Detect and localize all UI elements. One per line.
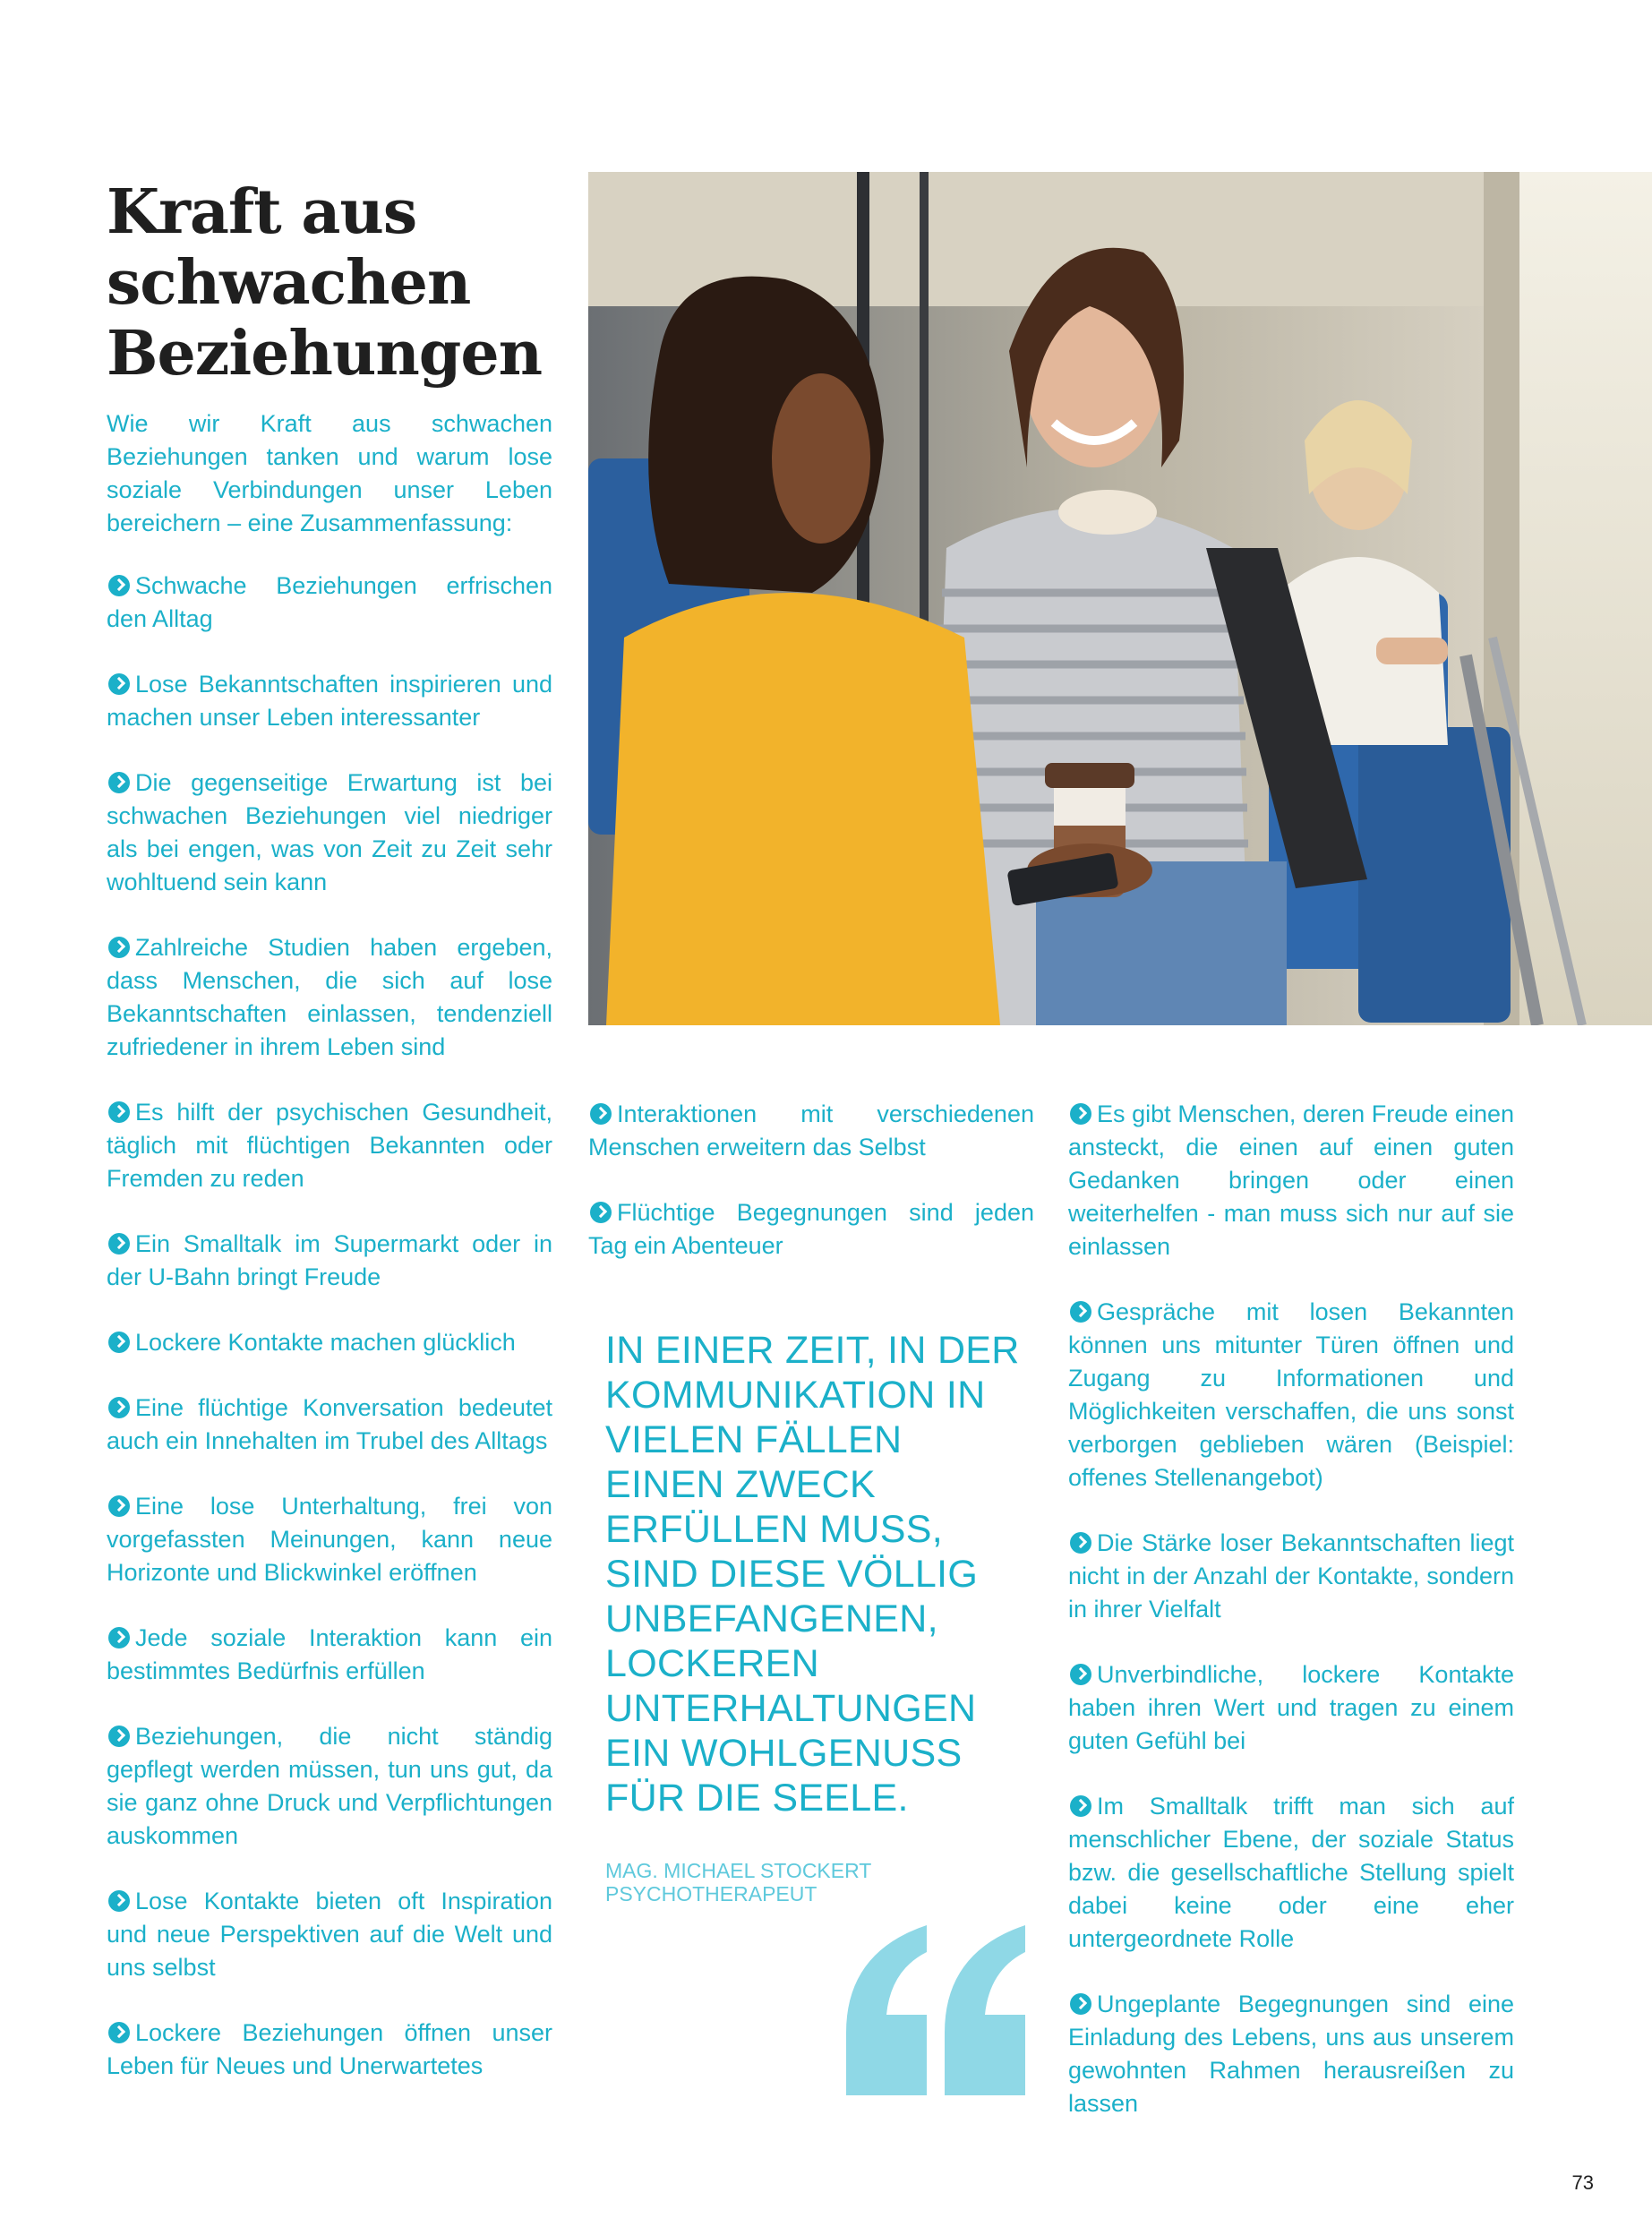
right-column (1068, 1098, 1514, 2153)
quotation-mark-icon (837, 1916, 1034, 2095)
chevron-right-icon (1070, 1301, 1091, 1323)
list-item: Schwache Beziehungen erfrischen den Alltag (107, 572, 552, 632)
list-item: Beziehungen, die nicht ständig gepflegt werden müssen, tun uns gut, da sie ganz ohne Druck und Verpflichtungen auskommen (107, 1723, 552, 1849)
list-item: Ungeplante Begegnungen sind eine Einladung des Lebens, uns aus unserem gewohnten Rahmen herausreißen zu lassen (1068, 1991, 1514, 2117)
left-column (107, 569, 552, 2115)
chevron-right-icon (108, 2022, 130, 2043)
chevron-right-icon (108, 1233, 130, 1255)
list-item: Jede soziale Interaktion kann ein bestimmtes Bedürfnis erfüllen (107, 1624, 552, 1684)
chevron-right-icon (108, 1332, 130, 1353)
chevron-right-icon (108, 772, 130, 793)
page-number: 73 (1571, 2171, 1594, 2194)
chevron-right-icon (590, 1103, 612, 1125)
chevron-right-icon (1070, 1532, 1091, 1554)
list-item: Es hilft der psychischen Gesundheit, täglich mit flüchtigen Bekannten oder Fremden zu reden (107, 1099, 552, 1192)
list-item: Flüchtige Begegnungen sind jeden Tag ein Abenteuer (588, 1199, 1034, 1259)
list-item: Ein Smalltalk im Supermarkt oder in der U-Bahn bringt Freude (107, 1230, 552, 1290)
chevron-right-icon (108, 673, 130, 695)
list-item: Eine lose Unterhaltung, frei von vorgefassten Meinungen, kann neue Horizonte und Blickwinkel eröffnen (107, 1493, 552, 1586)
chevron-right-icon (108, 1495, 130, 1517)
middle-column (588, 1098, 1034, 1295)
chevron-right-icon (1070, 1664, 1091, 1685)
quote-author: MAG. MICHAEL STOCKERT (605, 1859, 872, 1882)
chevron-right-icon (108, 937, 130, 958)
article-intro: Wie wir Kraft aus schwachen Beziehungen tanken und warum lose soziale Verbindungen unser Leben bereichern – eine Zusammenfassung: (107, 410, 552, 536)
list-item: Lockere Beziehungen öffnen unser Leben für Neues und Unerwartetes (107, 2019, 552, 2079)
chevron-right-icon (108, 1726, 130, 1747)
article-title: Kraft aus schwachen Beziehungen (107, 176, 543, 390)
chevron-right-icon (108, 575, 130, 596)
chevron-right-icon (590, 1202, 612, 1223)
chevron-right-icon (1070, 1103, 1091, 1125)
list-item: Die Stärke loser Bekanntschaften liegt nicht in der Anzahl der Kontakte, sondern in ihrer Vielfalt (1068, 1529, 1514, 1623)
quote-attribution (605, 1859, 1026, 1905)
chevron-right-icon (1070, 1795, 1091, 1817)
chevron-right-icon (108, 1627, 130, 1649)
list-item: Die gegenseitige Erwartung ist bei schwachen Beziehungen viel niedriger als bei engen, was von Zeit zu Zeit sehr wohltuend sein kann (107, 769, 552, 895)
article-photo (588, 172, 1652, 1025)
list-item: Lockere Kontakte machen glücklich (107, 1326, 552, 1359)
photo-two-women-on-bus-icon (588, 172, 1652, 1025)
list-item: Im Smalltalk trifft man sich auf menschlicher Ebene, der soziale Status bzw. die gesellschaftliche Stellung spielt dabei keine oder eine eher untergeordnete Rolle (1068, 1793, 1514, 1952)
list-item: Unverbindliche, lockere Kontakte haben ihren Wert und tragen zu einem guten Gefühl bei (1068, 1661, 1514, 1754)
list-item: Interaktionen mit verschiedenen Menschen erweitern das Selbst (588, 1100, 1034, 1160)
chevron-right-icon (108, 1890, 130, 1912)
quote-author-role: PSYCHOTHERAPEUT (605, 1882, 817, 1905)
list-item: Gespräche mit losen Bekannten können uns mitunter Türen öffnen und Zugang zu Informationen und Möglichkeiten verschaffen, die uns sonst verborgen geblieben wären (Beispiel: offenes Stellenangebot) (1068, 1298, 1514, 1491)
list-item: Eine flüchtige Konversation bedeutet auch ein Innehalten im Trubel des Alltags (107, 1394, 552, 1454)
pull-quote: IN EINER ZEIT, IN DER KOMMUNIKATION IN VIELEN FÄLLEN EINEN ZWECK ERFÜLLEN MUSS, SIND DIESE VÖLLIG UNBEFANGENEN, LOCKEREN UNTERHALTUNGEN EIN WOHLGENUSS FÜR DIE SEELE. (605, 1329, 1020, 1820)
list-item: Lose Bekanntschaften inspirieren und machen unser Leben interessanter (107, 671, 552, 731)
chevron-right-icon (1070, 1993, 1091, 2015)
chevron-right-icon (108, 1397, 130, 1418)
list-item: Es gibt Menschen, deren Freude einen ansteckt, die einen auf einen guten Gedanken bringen oder einen weiterhelfen - man muss sich nur auf sie einlassen (1068, 1100, 1514, 1260)
chevron-right-icon (108, 1101, 130, 1123)
list-item: Lose Kontakte bieten oft Inspiration und neue Perspektiven auf die Welt und uns selbst (107, 1888, 552, 1981)
list-item: Zahlreiche Studien haben ergeben, dass Menschen, die sich auf lose Bekanntschaften einlassen, tendenziell zufriedener in ihrem Leben sind (107, 934, 552, 1060)
